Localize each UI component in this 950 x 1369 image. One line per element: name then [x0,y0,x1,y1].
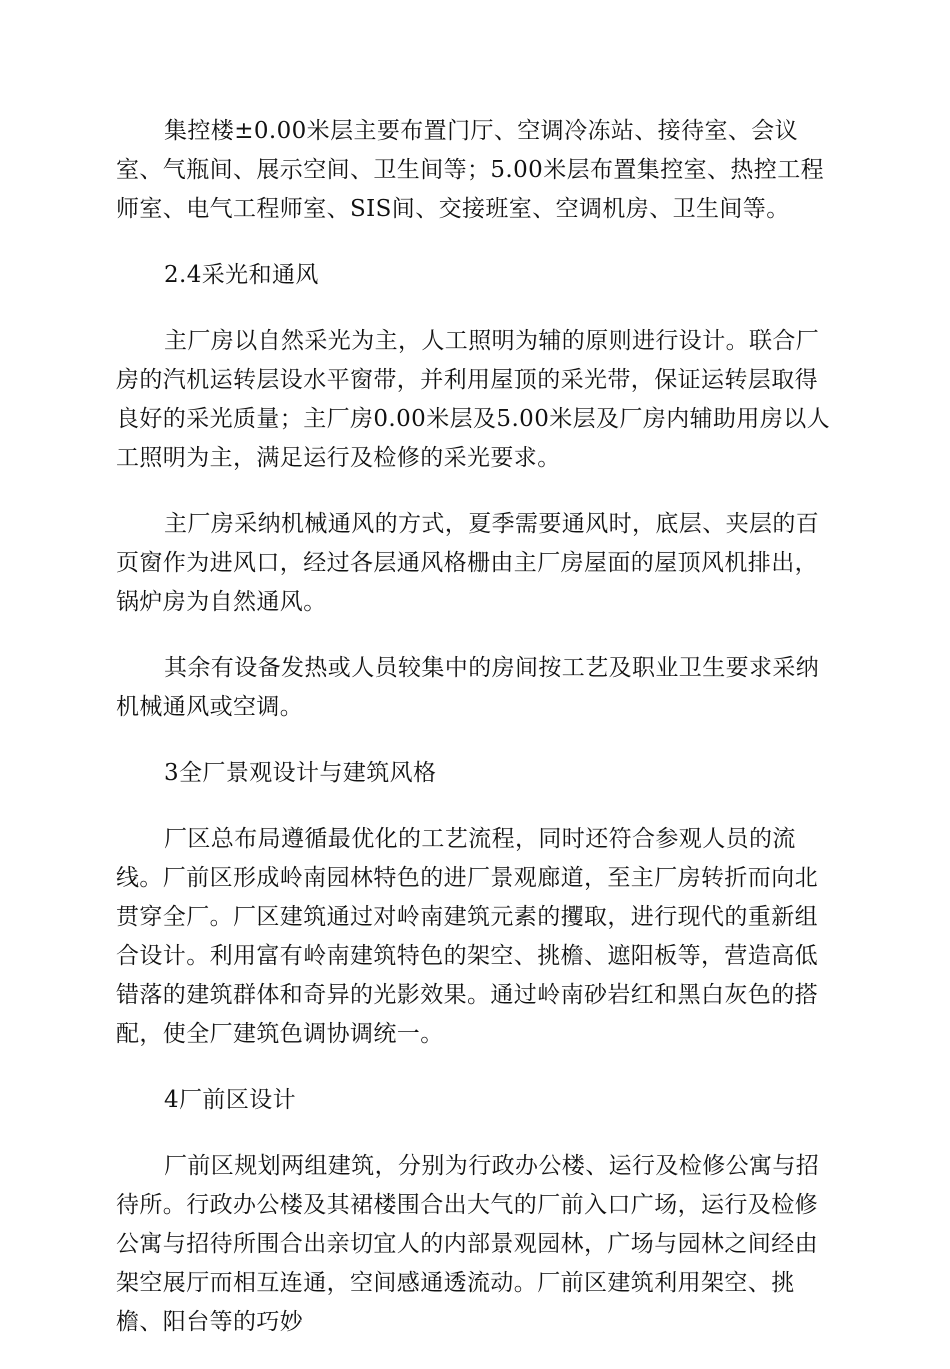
heading-front-area: 4厂前区设计 [164,1087,297,1113]
paragraph-other-rooms: 其余有设备发热或人员较集中的房间按工艺及职业卫生要求采纳机械通风或空调。 [116,655,820,720]
document-content [116,112,838,1369]
heading-landscape-style: 3全厂景观设计与建筑风格 [164,760,437,786]
paragraph-lighting: 主厂房以自然采光为主，人工照明为辅的原则进行设计。联合厂房的汽机运转层设水平窗带，并利用屋顶的采光带，保证运转层取得良好的采光质量；主厂房0.00米层及5.00米层及厂房内辅助用房以人工照明为主，满足运行及检修的采光要求。 [116,328,831,471]
heading-lighting-ventilation: 2.4采光和通风 [164,262,319,288]
paragraph-front-area: 厂前区规划两组建筑，分别为行政办公楼、运行及检修公寓与招待所。行政办公楼及其裙楼围合出大气的厂前入口广场，运行及检修公寓与招待所围合出亲切宜人的内部景观园林，广场与园林之间经由架空展厅而相互连通，空间感通透流动。厂前区建筑利用架空、挑檐、阳台等的巧妙 [116,1153,820,1335]
paragraph-control-building: 集控楼±0.00米层主要布置门厅、空调冷冻站、接待室、会议室、气瓶间、展示空间、卫生间等；5.00米层布置集控室、热控工程师室、电气工程师室、SIS间、交接班室、空调机房、卫生间等。 [116,118,825,222]
paragraph-landscape: 厂区总布局遵循最优化的工艺流程，同时还符合参观人员的流线。厂前区形成岭南园林特色的进厂景观廊道，至主厂房转折而向北贯穿全厂。厂区建筑通过对岭南建筑元素的攫取，进行现代的重新组合设计。利用富有岭南建筑特色的架空、挑檐、遮阳板等，营造高低错落的建筑群体和奇异的光影效果。通过岭南砂岩红和黑白灰色的搭配，使全厂建筑色调协调统一。 [116,826,818,1047]
paragraph-mechanical-ventilation: 主厂房采纳机械通风的方式，夏季需要通风时，底层、夹层的百页窗作为进风口，经过各层通风格栅由主厂房屋面的屋顶风机排出，锅炉房为自然通风。 [116,511,820,615]
